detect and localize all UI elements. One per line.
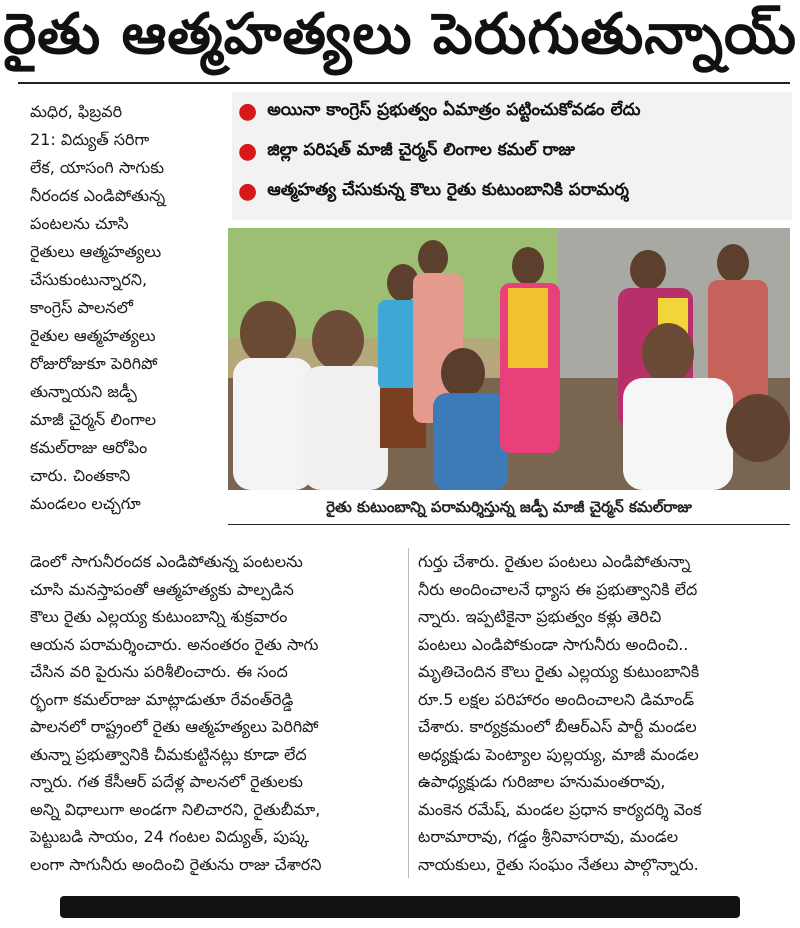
- body-line: మృతిచెందిన కౌలు రైతు ఎల్లయ్య కుటుంబానికి: [418, 662, 700, 681]
- body-line: అన్ని విధాలుగా అండగా నిలిచారని, రైతుబీమా,: [30, 799, 321, 819]
- highlight-text: జిల్లా పరిషత్ మాజీ చైర్మన్ లింగాల కమల్ రాజు: [267, 140, 575, 160]
- intro-line: చారు. చింతకాని: [30, 466, 131, 485]
- body-line: ఉపాధ్యక్షుడు గురిజాల హనుమంతరావు,: [418, 772, 666, 791]
- body-line: పాలనలో రాష్ట్రంలో రైతు ఆత్మహత్యలు పెరిగిపో: [30, 717, 319, 736]
- body-line: గుర్తు చేశారు. రైతుల పంటలు ఎండిపోతున్నా: [418, 552, 691, 571]
- body-line: తున్నా ప్రభుత్వానికి చీమకుట్టినట్లు కూడా లేద: [30, 744, 307, 764]
- column-divider: [408, 548, 409, 878]
- body-line: లంగా సాగునీరు అందించి రైతును రాజు చేశారని: [30, 854, 322, 874]
- intro-line: కాంగ్రెస్ పాలనలో: [30, 298, 133, 317]
- intro-line: నీరందక ఎండిపోతున్న: [30, 186, 166, 205]
- caption-rule: [228, 524, 790, 525]
- body-line: అధ్యక్షుడు పెంట్యాల పుల్లయ్య, మాజీ మండల: [418, 744, 699, 764]
- body-line: న్నారు. ఇప్పటికైనా ప్రభుత్వం కళ్లు తెరిచి: [418, 607, 662, 626]
- highlight-item: [232, 92, 792, 132]
- body-line: న్నారు. గత కేసీఆర్ పదేళ్ల పాలనలో రైతులకు: [30, 772, 303, 791]
- headline-rule: [18, 82, 790, 84]
- body-line: చేసిన వరి పైరును పరిశీలించారు. ఈ సంద: [30, 662, 288, 681]
- intro-column: [30, 98, 225, 518]
- body-line: ర్భంగా కమల్‌రాజు మాట్లాడుతూ రేవంత్‌రెడ్డి: [30, 689, 294, 709]
- bullet-dot-icon: ●: [238, 99, 258, 124]
- intro-line: రోజురోజుకూ పెరిగిపో: [30, 354, 158, 373]
- body-line: రూ.5 లక్షల పరిహారం అందించాలని డిమాండ్: [418, 689, 695, 709]
- body-line: ఆయన పరామర్శించారు. అనంతరం రైతు సాగు: [30, 634, 319, 654]
- intro-line: పంటలను చూసి: [30, 214, 129, 233]
- intro-line: మధిర, ఫిబ్రవరి: [30, 102, 123, 121]
- highlight-text: ఆత్మహత్య చేసుకున్న కౌలు రైతు కుటుంబానికి పరామర్శ: [267, 180, 629, 200]
- intro-line: రైతులు ఆత్మహత్యలు: [30, 242, 162, 261]
- intro-line: రైతుల ఆత్మహత్యలు: [30, 326, 156, 345]
- photo-illustration: [228, 228, 790, 490]
- bullet-dot-icon: ●: [238, 179, 258, 204]
- photo-caption: రైతు కుటుంబాన్ని పరామర్శిస్తున్న జడ్పీ మాజీ చైర్మన్ కమల్‌రాజు: [326, 498, 692, 516]
- intro-line: కమల్‌రాజు ఆరోపిం: [30, 438, 148, 457]
- highlight-item: [232, 132, 792, 172]
- intro-line: చేసుకుంటున్నారని,: [30, 270, 148, 289]
- news-photo: [228, 228, 790, 490]
- body-line: పంటలు ఎండిపోకుండా సాగునీరు అందించి..: [418, 634, 689, 654]
- body-line: చూసి మనస్తాపంతో ఆత్మహత్యకు పాల్పడిన: [30, 579, 294, 599]
- intro-line: లేక, యాసంగి సాగుకు: [30, 158, 165, 177]
- body-line: పెట్టుబడి సాయం, 24 గంటల విద్యుత్, పుష్క: [30, 827, 310, 846]
- body-line: మంకెన రమేష్, మండల ప్రధాన కార్యదర్శి వెంక: [418, 799, 702, 819]
- bullet-dot-icon: ●: [238, 139, 258, 164]
- intro-line: మండలం లచ్చగూ: [30, 494, 141, 513]
- intro-line: మాజీ చైర్మన్ లింగాల: [30, 410, 157, 429]
- body-line: నాయకులు, రైతు సంఘం నేతలు పాల్గొన్నారు.: [418, 854, 699, 874]
- body-line: నీరు అందించాలనే ధ్యాస ఈ ప్రభుత్వానికి లేద: [418, 579, 698, 599]
- body-line: కౌలు రైతు ఎల్లయ్య కుటుంబాన్ని శుక్రవారం: [30, 607, 288, 626]
- article-body-column-2: [418, 548, 793, 878]
- body-line: టరామారావు, గడ్డం శ్రీనివాసరావు, మండల: [418, 827, 679, 846]
- highlights-panel: [232, 92, 792, 220]
- article-body-column-1: [30, 548, 400, 878]
- next-article-headline-cutoff: [0, 888, 800, 928]
- highlight-item: [232, 172, 792, 212]
- body-line: డెంలో సాగునీరందక ఎండిపోతున్న పంటలను: [30, 552, 303, 571]
- body-line: చేశారు. కార్యక్రమంలో బీఆర్ఎస్ పార్టీ మండల: [418, 717, 697, 736]
- intro-line: 21: విద్యుత్ సరిగా: [30, 130, 150, 149]
- article-headline: రైతు ఆత్మహత్యలు పెరుగుతున్నాయ్: [2, 1, 798, 67]
- intro-line: తున్నాయని జడ్పీ: [30, 382, 137, 401]
- highlight-text: అయినా కాంగ్రెస్ ప్రభుత్వం ఏమాత్రం పట్టించుకోవడం లేదు: [267, 100, 641, 120]
